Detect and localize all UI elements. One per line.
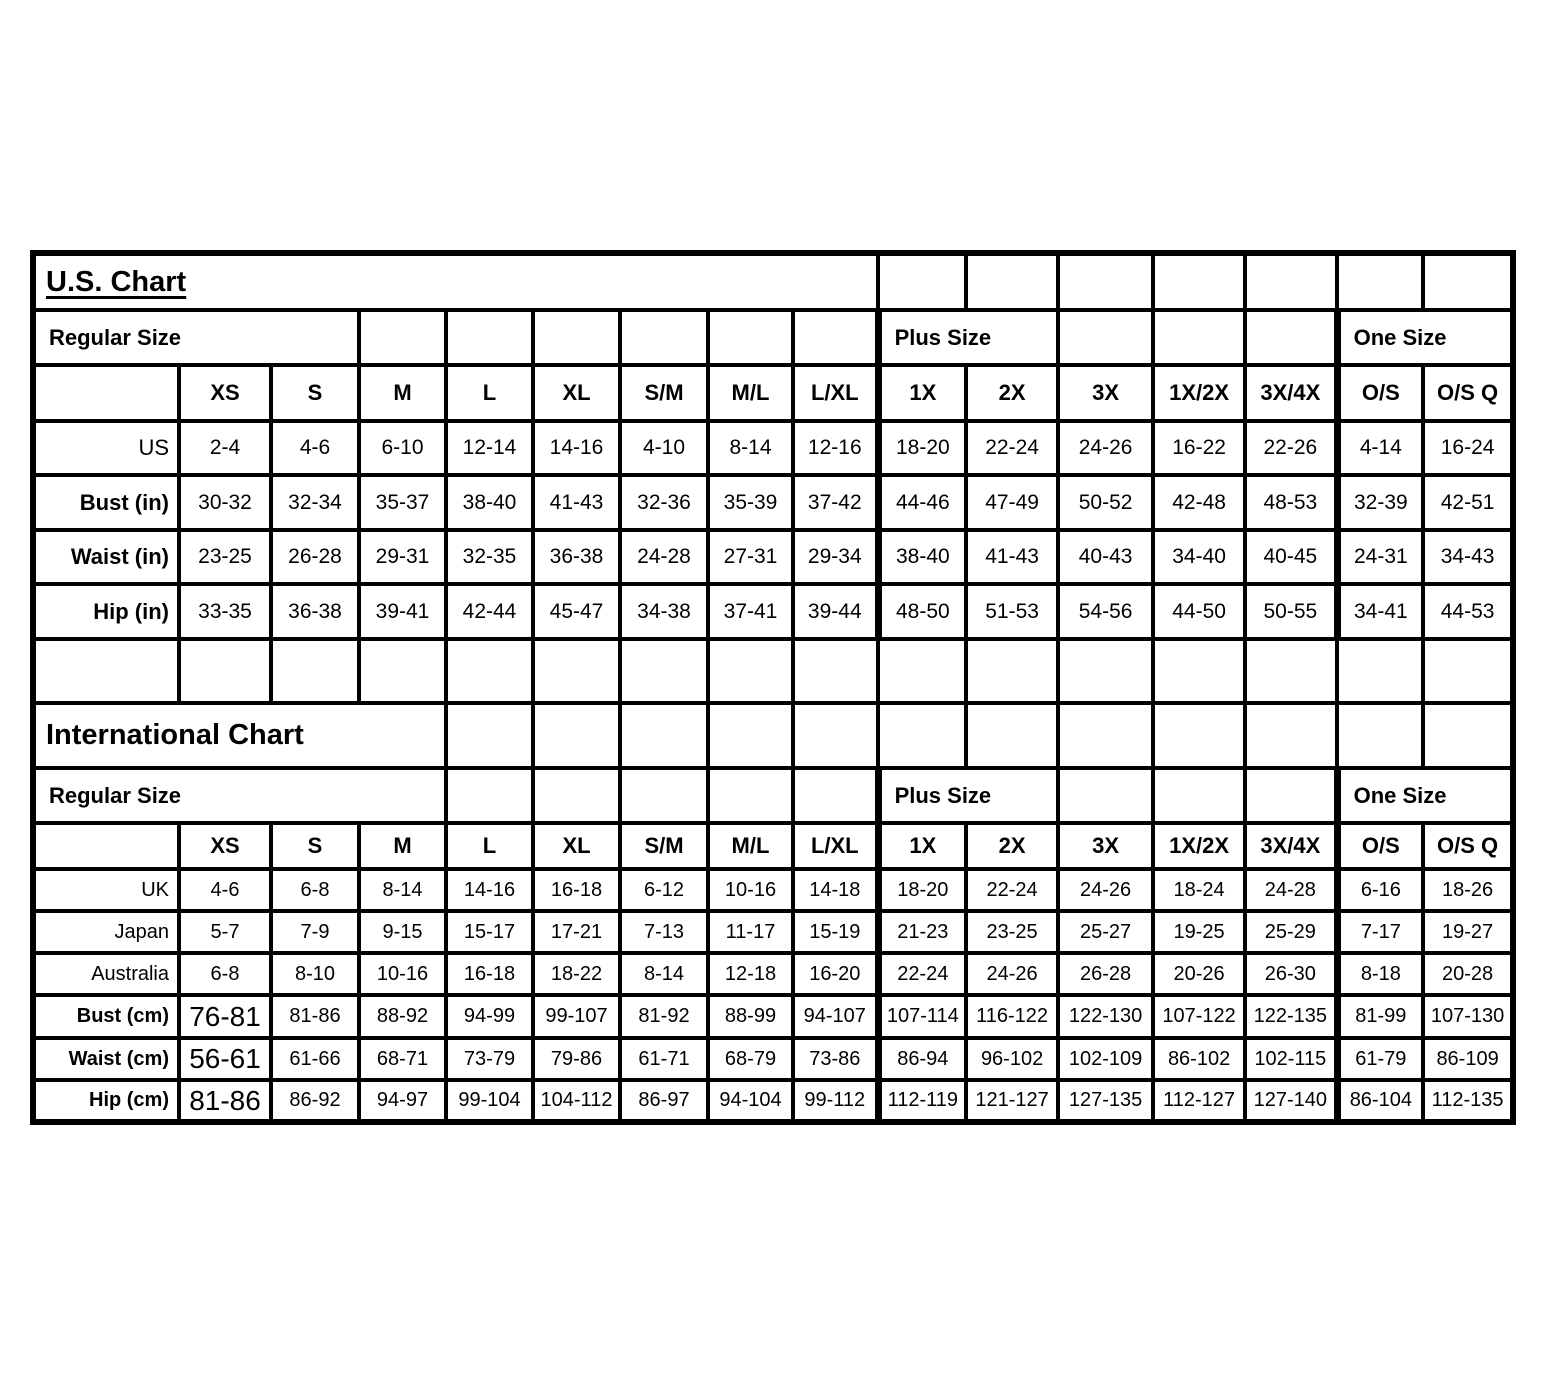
cell-uk-m: 8-14 xyxy=(359,869,446,911)
row-label-empty xyxy=(33,823,179,869)
column-header-s-m: S/M xyxy=(620,365,708,421)
column-header-m-l: M/L xyxy=(708,823,793,869)
cell-waist-cm-2x: 96-102 xyxy=(966,1038,1058,1080)
cell-hip-in-s-m: 34-38 xyxy=(620,584,708,639)
cell-hip-cm-s: 86-92 xyxy=(271,1080,359,1122)
table-row xyxy=(33,365,1513,421)
cell-hip-in-m-l: 37-41 xyxy=(708,584,793,639)
table-row xyxy=(33,584,1513,639)
cell-us-m: 6-10 xyxy=(359,421,446,475)
cell-bust-cm-1x: 107-114 xyxy=(878,995,966,1038)
column-header-s: S xyxy=(271,365,359,421)
empty-cell xyxy=(1245,310,1337,365)
cell-waist-cm-o-s-q: 86-109 xyxy=(1423,1038,1513,1080)
cell-hip-cm-o-s: 86-104 xyxy=(1337,1080,1423,1122)
cell-japan-xl: 17-21 xyxy=(533,911,620,953)
cell-japan-l: 15-17 xyxy=(446,911,533,953)
cell-hip-in-3x-4x: 50-55 xyxy=(1245,584,1337,639)
cell-hip-cm-l-xl: 99-112 xyxy=(793,1080,878,1122)
cell-bust-cm-xs: 76-81 xyxy=(179,995,271,1038)
cell-us-l-xl: 12-16 xyxy=(793,421,878,475)
empty-cell xyxy=(1153,639,1245,703)
empty-cell xyxy=(533,639,620,703)
cell-hip-in-2x: 51-53 xyxy=(966,584,1058,639)
empty-cell xyxy=(708,639,793,703)
cell-japan-l-xl: 15-19 xyxy=(793,911,878,953)
cell-bust-cm-xl: 99-107 xyxy=(533,995,620,1038)
table-row xyxy=(33,953,1513,995)
column-header-1x: 1X xyxy=(878,823,966,869)
column-header-3x: 3X xyxy=(1058,823,1153,869)
cell-us-3x: 24-26 xyxy=(1058,421,1153,475)
cell-uk-m-l: 10-16 xyxy=(708,869,793,911)
column-header-xl: XL xyxy=(533,823,620,869)
column-header-3x: 3X xyxy=(1058,365,1153,421)
empty-cell xyxy=(878,703,966,768)
cell-bust-cm-o-s-q: 107-130 xyxy=(1423,995,1513,1038)
cell-waist-cm-3x: 102-109 xyxy=(1058,1038,1153,1080)
cell-us-m-l: 8-14 xyxy=(708,421,793,475)
table-row xyxy=(33,421,1513,475)
cell-waist-in-o-s: 24-31 xyxy=(1337,530,1423,584)
cell-bust-in-l-xl: 37-42 xyxy=(793,475,878,530)
cell-waist-cm-1x-2x: 86-102 xyxy=(1153,1038,1245,1080)
empty-cell xyxy=(878,253,966,310)
international-chart-title: International Chart xyxy=(33,703,446,768)
row-label-empty xyxy=(33,365,179,421)
cell-bust-cm-o-s: 81-99 xyxy=(1337,995,1423,1038)
row-label-australia: Australia xyxy=(33,953,179,995)
cell-hip-cm-1x-2x: 112-127 xyxy=(1153,1080,1245,1122)
cell-waist-in-l: 32-35 xyxy=(446,530,533,584)
cell-waist-cm-1x: 86-94 xyxy=(878,1038,966,1080)
cell-hip-cm-m: 94-97 xyxy=(359,1080,446,1122)
cell-australia-l-xl: 16-20 xyxy=(793,953,878,995)
cell-waist-in-1x-2x: 34-40 xyxy=(1153,530,1245,584)
cell-australia-s: 8-10 xyxy=(271,953,359,995)
cell-bust-in-xl: 41-43 xyxy=(533,475,620,530)
cell-uk-3x: 24-26 xyxy=(1058,869,1153,911)
cell-waist-cm-m: 68-71 xyxy=(359,1038,446,1080)
column-header-l-xl: L/XL xyxy=(793,823,878,869)
cell-australia-2x: 24-26 xyxy=(966,953,1058,995)
cell-hip-in-s: 36-38 xyxy=(271,584,359,639)
empty-cell xyxy=(1337,639,1423,703)
table-row xyxy=(33,703,1513,768)
cell-waist-cm-3x-4x: 102-115 xyxy=(1245,1038,1337,1080)
cell-australia-3x-4x: 26-30 xyxy=(1245,953,1337,995)
size-chart-table xyxy=(30,250,1516,1125)
column-header-3x-4x: 3X/4X xyxy=(1245,365,1337,421)
cell-us-o-s-q: 16-24 xyxy=(1423,421,1513,475)
cell-australia-1x: 22-24 xyxy=(878,953,966,995)
empty-cell xyxy=(33,639,179,703)
empty-cell xyxy=(1245,768,1337,823)
cell-hip-cm-m-l: 94-104 xyxy=(708,1080,793,1122)
cell-japan-m-l: 11-17 xyxy=(708,911,793,953)
empty-cell xyxy=(1423,639,1513,703)
cell-hip-cm-2x: 121-127 xyxy=(966,1080,1058,1122)
cell-us-3x-4x: 22-26 xyxy=(1245,421,1337,475)
column-header-s: S xyxy=(271,823,359,869)
table-row xyxy=(33,995,1513,1038)
cell-waist-cm-xl: 79-86 xyxy=(533,1038,620,1080)
cell-australia-m-l: 12-18 xyxy=(708,953,793,995)
cell-uk-3x-4x: 24-28 xyxy=(1245,869,1337,911)
empty-cell xyxy=(966,703,1058,768)
row-label-hip-cm: Hip (cm) xyxy=(33,1080,179,1122)
cell-waist-in-m-l: 27-31 xyxy=(708,530,793,584)
one-size-label: One Size xyxy=(1337,310,1513,365)
empty-cell xyxy=(708,310,793,365)
cell-uk-s: 6-8 xyxy=(271,869,359,911)
cell-hip-cm-xl: 104-112 xyxy=(533,1080,620,1122)
one-size-label: One Size xyxy=(1337,768,1513,823)
cell-australia-l: 16-18 xyxy=(446,953,533,995)
empty-cell xyxy=(620,310,708,365)
column-header-o-s-q: O/S Q xyxy=(1423,823,1513,869)
cell-australia-o-s: 8-18 xyxy=(1337,953,1423,995)
cell-japan-s: 7-9 xyxy=(271,911,359,953)
cell-bust-in-1x-2x: 42-48 xyxy=(1153,475,1245,530)
table-row xyxy=(33,475,1513,530)
cell-us-s-m: 4-10 xyxy=(620,421,708,475)
empty-cell xyxy=(708,768,793,823)
column-header-xl: XL xyxy=(533,365,620,421)
cell-us-xl: 14-16 xyxy=(533,421,620,475)
regular-size-label: Regular Size xyxy=(33,768,446,823)
cell-hip-cm-1x: 112-119 xyxy=(878,1080,966,1122)
cell-waist-in-2x: 41-43 xyxy=(966,530,1058,584)
column-header-1x-2x: 1X/2X xyxy=(1153,823,1245,869)
cell-waist-in-xs: 23-25 xyxy=(179,530,271,584)
table-row xyxy=(33,530,1513,584)
cell-australia-xs: 6-8 xyxy=(179,953,271,995)
table-row xyxy=(33,911,1513,953)
cell-australia-s-m: 8-14 xyxy=(620,953,708,995)
row-label-japan: Japan xyxy=(33,911,179,953)
table-row xyxy=(33,823,1513,869)
cell-bust-in-l: 38-40 xyxy=(446,475,533,530)
empty-cell xyxy=(1153,253,1245,310)
column-header-xs: XS xyxy=(179,823,271,869)
cell-bust-in-1x: 44-46 xyxy=(878,475,966,530)
column-header-o-s-q: O/S Q xyxy=(1423,365,1513,421)
table-row xyxy=(33,768,1513,823)
plus-size-label: Plus Size xyxy=(878,310,1058,365)
cell-hip-in-1x-2x: 44-50 xyxy=(1153,584,1245,639)
cell-waist-in-o-s-q: 34-43 xyxy=(1423,530,1513,584)
empty-cell xyxy=(878,639,966,703)
cell-hip-in-l: 42-44 xyxy=(446,584,533,639)
column-header-l-xl: L/XL xyxy=(793,365,878,421)
column-header-3x-4x: 3X/4X xyxy=(1245,823,1337,869)
size-chart-document xyxy=(30,250,1516,1125)
cell-hip-cm-3x-4x: 127-140 xyxy=(1245,1080,1337,1122)
cell-waist-cm-l: 73-79 xyxy=(446,1038,533,1080)
cell-bust-cm-l-xl: 94-107 xyxy=(793,995,878,1038)
empty-cell xyxy=(1153,703,1245,768)
cell-hip-in-xs: 33-35 xyxy=(179,584,271,639)
cell-uk-xs: 4-6 xyxy=(179,869,271,911)
regular-size-label: Regular Size xyxy=(33,310,359,365)
empty-cell xyxy=(359,639,446,703)
empty-cell xyxy=(446,639,533,703)
cell-hip-in-xl: 45-47 xyxy=(533,584,620,639)
cell-bust-cm-3x: 122-130 xyxy=(1058,995,1153,1038)
cell-uk-xl: 16-18 xyxy=(533,869,620,911)
cell-japan-s-m: 7-13 xyxy=(620,911,708,953)
cell-us-o-s: 4-14 xyxy=(1337,421,1423,475)
empty-cell xyxy=(966,253,1058,310)
cell-uk-2x: 22-24 xyxy=(966,869,1058,911)
cell-us-1x: 18-20 xyxy=(878,421,966,475)
empty-cell xyxy=(793,768,878,823)
cell-waist-in-1x: 38-40 xyxy=(878,530,966,584)
row-label-us: US xyxy=(33,421,179,475)
column-header-m-l: M/L xyxy=(708,365,793,421)
column-header-m: M xyxy=(359,823,446,869)
row-label-waist-in: Waist (in) xyxy=(33,530,179,584)
empty-cell xyxy=(446,768,533,823)
empty-cell xyxy=(1058,253,1153,310)
cell-us-l: 12-14 xyxy=(446,421,533,475)
cell-bust-in-2x: 47-49 xyxy=(966,475,1058,530)
empty-cell xyxy=(620,768,708,823)
empty-cell xyxy=(1153,768,1245,823)
empty-cell xyxy=(1337,253,1423,310)
cell-waist-cm-xs: 56-61 xyxy=(179,1038,271,1080)
cell-bust-in-o-s-q: 42-51 xyxy=(1423,475,1513,530)
cell-australia-1x-2x: 20-26 xyxy=(1153,953,1245,995)
cell-bust-in-s: 32-34 xyxy=(271,475,359,530)
cell-bust-in-3x-4x: 48-53 xyxy=(1245,475,1337,530)
cell-japan-o-s: 7-17 xyxy=(1337,911,1423,953)
cell-waist-in-3x: 40-43 xyxy=(1058,530,1153,584)
cell-japan-xs: 5-7 xyxy=(179,911,271,953)
column-header-o-s: O/S xyxy=(1337,823,1423,869)
empty-cell xyxy=(359,310,446,365)
cell-waist-cm-s-m: 61-71 xyxy=(620,1038,708,1080)
cell-hip-cm-l: 99-104 xyxy=(446,1080,533,1122)
empty-cell xyxy=(620,703,708,768)
empty-cell xyxy=(1058,768,1153,823)
column-header-l: L xyxy=(446,823,533,869)
empty-cell xyxy=(1058,639,1153,703)
cell-hip-in-o-s-q: 44-53 xyxy=(1423,584,1513,639)
cell-japan-2x: 23-25 xyxy=(966,911,1058,953)
table-row xyxy=(33,869,1513,911)
column-header-m: M xyxy=(359,365,446,421)
row-label-waist-cm: Waist (cm) xyxy=(33,1038,179,1080)
table-row xyxy=(33,1080,1513,1122)
cell-bust-cm-1x-2x: 107-122 xyxy=(1153,995,1245,1038)
cell-waist-in-3x-4x: 40-45 xyxy=(1245,530,1337,584)
empty-cell xyxy=(966,639,1058,703)
cell-bust-cm-m: 88-92 xyxy=(359,995,446,1038)
row-label-bust-cm: Bust (cm) xyxy=(33,995,179,1038)
cell-uk-s-m: 6-12 xyxy=(620,869,708,911)
cell-hip-in-l-xl: 39-44 xyxy=(793,584,878,639)
empty-cell xyxy=(533,768,620,823)
column-header-2x: 2X xyxy=(966,365,1058,421)
cell-hip-cm-xs: 81-86 xyxy=(179,1080,271,1122)
empty-cell xyxy=(271,639,359,703)
cell-waist-cm-o-s: 61-79 xyxy=(1337,1038,1423,1080)
cell-bust-in-m: 35-37 xyxy=(359,475,446,530)
cell-japan-3x: 25-27 xyxy=(1058,911,1153,953)
cell-waist-in-l-xl: 29-34 xyxy=(793,530,878,584)
empty-cell xyxy=(1245,703,1337,768)
cell-uk-l: 14-16 xyxy=(446,869,533,911)
cell-uk-1x-2x: 18-24 xyxy=(1153,869,1245,911)
cell-us-2x: 22-24 xyxy=(966,421,1058,475)
cell-waist-in-s: 26-28 xyxy=(271,530,359,584)
cell-waist-in-s-m: 24-28 xyxy=(620,530,708,584)
cell-hip-in-3x: 54-56 xyxy=(1058,584,1153,639)
plus-size-label: Plus Size xyxy=(878,768,1058,823)
empty-cell xyxy=(1058,310,1153,365)
cell-uk-o-s: 6-16 xyxy=(1337,869,1423,911)
cell-japan-m: 9-15 xyxy=(359,911,446,953)
column-header-1x: 1X xyxy=(878,365,966,421)
cell-australia-3x: 26-28 xyxy=(1058,953,1153,995)
cell-bust-in-m-l: 35-39 xyxy=(708,475,793,530)
cell-australia-xl: 18-22 xyxy=(533,953,620,995)
cell-waist-cm-l-xl: 73-86 xyxy=(793,1038,878,1080)
cell-bust-cm-s: 81-86 xyxy=(271,995,359,1038)
empty-cell xyxy=(446,310,533,365)
column-header-l: L xyxy=(446,365,533,421)
empty-cell xyxy=(1423,253,1513,310)
table-row xyxy=(33,639,1513,703)
cell-japan-1x: 21-23 xyxy=(878,911,966,953)
table-row xyxy=(33,1038,1513,1080)
cell-uk-o-s-q: 18-26 xyxy=(1423,869,1513,911)
empty-cell xyxy=(533,310,620,365)
cell-japan-o-s-q: 19-27 xyxy=(1423,911,1513,953)
us-chart-title: U.S. Chart xyxy=(33,253,878,310)
empty-cell xyxy=(1058,703,1153,768)
empty-cell xyxy=(793,310,878,365)
cell-bust-cm-s-m: 81-92 xyxy=(620,995,708,1038)
cell-bust-in-3x: 50-52 xyxy=(1058,475,1153,530)
cell-hip-in-m: 39-41 xyxy=(359,584,446,639)
empty-cell xyxy=(533,703,620,768)
table-row xyxy=(33,310,1513,365)
cell-bust-cm-m-l: 88-99 xyxy=(708,995,793,1038)
table-row xyxy=(33,253,1513,310)
cell-hip-in-1x: 48-50 xyxy=(878,584,966,639)
cell-hip-cm-s-m: 86-97 xyxy=(620,1080,708,1122)
cell-hip-cm-o-s-q: 112-135 xyxy=(1423,1080,1513,1122)
cell-bust-cm-3x-4x: 122-135 xyxy=(1245,995,1337,1038)
cell-waist-cm-s: 61-66 xyxy=(271,1038,359,1080)
cell-bust-cm-2x: 116-122 xyxy=(966,995,1058,1038)
row-label-bust-in: Bust (in) xyxy=(33,475,179,530)
empty-cell xyxy=(708,703,793,768)
cell-australia-m: 10-16 xyxy=(359,953,446,995)
cell-us-s: 4-6 xyxy=(271,421,359,475)
cell-waist-in-m: 29-31 xyxy=(359,530,446,584)
cell-japan-3x-4x: 25-29 xyxy=(1245,911,1337,953)
cell-waist-in-xl: 36-38 xyxy=(533,530,620,584)
empty-cell xyxy=(1245,639,1337,703)
cell-uk-l-xl: 14-18 xyxy=(793,869,878,911)
cell-uk-1x: 18-20 xyxy=(878,869,966,911)
cell-waist-cm-m-l: 68-79 xyxy=(708,1038,793,1080)
row-label-hip-in: Hip (in) xyxy=(33,584,179,639)
row-label-uk: UK xyxy=(33,869,179,911)
cell-bust-cm-l: 94-99 xyxy=(446,995,533,1038)
empty-cell xyxy=(1245,253,1337,310)
empty-cell xyxy=(1153,310,1245,365)
cell-us-1x-2x: 16-22 xyxy=(1153,421,1245,475)
cell-hip-cm-3x: 127-135 xyxy=(1058,1080,1153,1122)
empty-cell xyxy=(446,703,533,768)
cell-australia-o-s-q: 20-28 xyxy=(1423,953,1513,995)
column-header-s-m: S/M xyxy=(620,823,708,869)
empty-cell xyxy=(1423,703,1513,768)
empty-cell xyxy=(179,639,271,703)
cell-us-xs: 2-4 xyxy=(179,421,271,475)
empty-cell xyxy=(793,639,878,703)
cell-japan-1x-2x: 19-25 xyxy=(1153,911,1245,953)
empty-cell xyxy=(1337,703,1423,768)
cell-bust-in-xs: 30-32 xyxy=(179,475,271,530)
cell-bust-in-o-s: 32-39 xyxy=(1337,475,1423,530)
empty-cell xyxy=(793,703,878,768)
cell-hip-in-o-s: 34-41 xyxy=(1337,584,1423,639)
column-header-xs: XS xyxy=(179,365,271,421)
cell-bust-in-s-m: 32-36 xyxy=(620,475,708,530)
column-header-1x-2x: 1X/2X xyxy=(1153,365,1245,421)
column-header-2x: 2X xyxy=(966,823,1058,869)
column-header-o-s: O/S xyxy=(1337,365,1423,421)
empty-cell xyxy=(620,639,708,703)
